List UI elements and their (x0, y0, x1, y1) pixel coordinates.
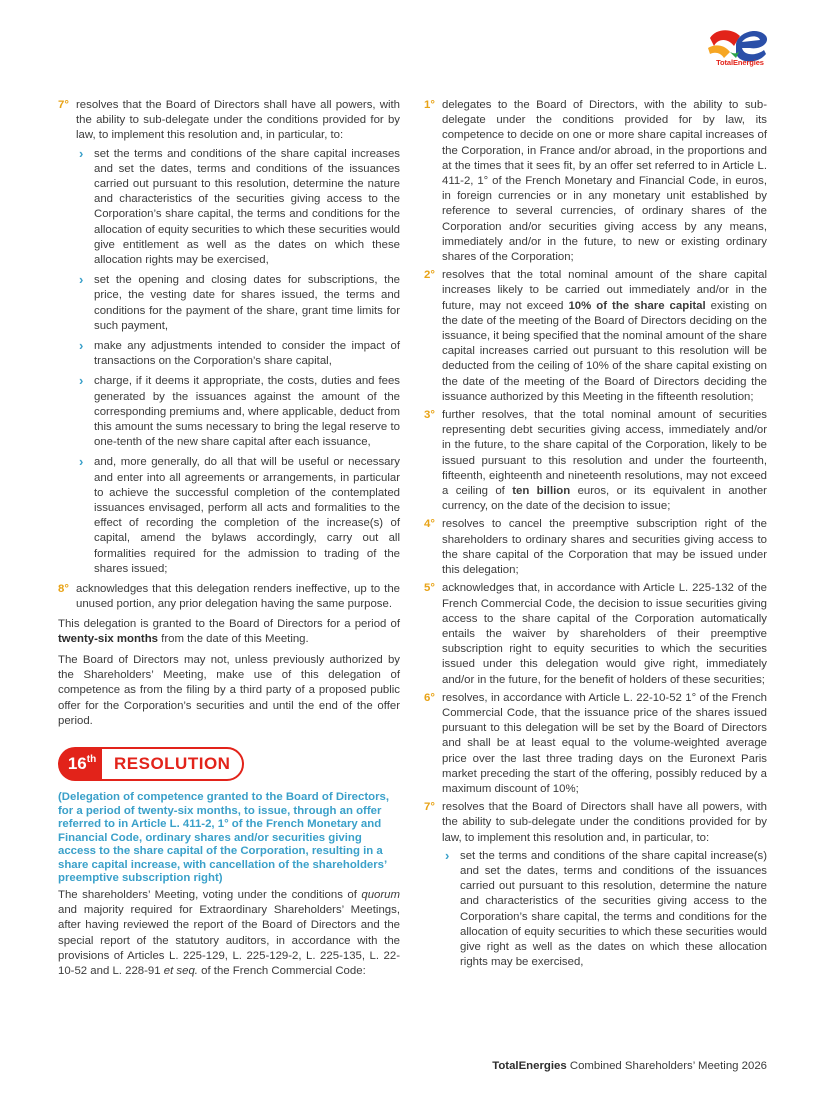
item-text: resolves to cancel the preemptive subscription right of the shareholders to ordinary shares and securities giving access to the share capital of the Corporation that may be issued under this delegation; (442, 518, 767, 577)
right-item-1 (424, 98, 767, 265)
footer-brand: TotalEnergies (492, 1060, 567, 1072)
body-text: of the French Commercial Code: (197, 965, 366, 978)
list-item (76, 455, 400, 577)
right-item-7 (424, 800, 767, 970)
logo-text: TotalEnergies (716, 58, 764, 67)
chevron-right-icon: › (445, 847, 450, 863)
body-italic: et seq. (163, 965, 198, 978)
paragraph-text: from the date of this Meeting. (158, 632, 309, 645)
item-text: resolves that the total nominal amount of the share capital increases likely to be carried out immediately and/or in the future, may not exceed (442, 269, 767, 312)
chevron-right-icon: › (79, 338, 84, 354)
resolution-title: (Delegation of competence granted to the Board of Directors, for a period of twenty-six months, to issue, through an offer referred to in Article L. 411-2, 1° of the French Monetary and Financial Code, ordinary shares and/or securities giving access to the share capital of the Corporation, resulting in a share capital increase, with cancellation of the shareholders’ preemptive subscription right) (58, 790, 390, 885)
bullet-text: set the terms and conditions of the share capital increases and set the dates, terms and conditions of the issuances carried out pursuant to this resolution, determine the nature and characteristics of the securities giving access to the Corporation’s share capital, the terms and conditions for the allocation of equity securities to which these securities would give entitlement as well as the dates on which these allocation rights may be exercised, (94, 147, 400, 267)
bullet-list (442, 849, 767, 971)
item-bold: 10% of the share capital (568, 299, 706, 312)
bullet-list (76, 147, 400, 577)
footer-text: Combined Shareholders’ Meeting 2026 (566, 1060, 767, 1072)
bullet-text: charge, if it deems it appropriate, the costs, duties and fees generated by the issuances against the amount of the corresponding premiums and, where applicable, deduct from this amount the sums necessary to bring the legal reserve to one-tenth of the new share capital after each issuance, (94, 375, 400, 449)
chevron-right-icon: › (79, 145, 84, 161)
item-text: further resolves, that the total nominal amount of securities representing debt securities giving access, immediately and/or in the future, to the share capital of the Corporation, likely to be issued pursuant to this resolution and under the fourteenth, fifteenth, eighteenth and nineteenth resolutions, may not exceed a ceiling of (442, 409, 767, 498)
bullet-text: make any adjustments intended to consider the impact of transactions on the Corporation’s share capital, (94, 340, 400, 368)
item-number: 4° (424, 518, 435, 531)
item-text: euros, or its equivalent in another currency, on the date of the decision to issue; (442, 485, 767, 513)
right-item-2 (424, 268, 767, 405)
item-number: 2° (424, 269, 435, 282)
resolution-heading (58, 747, 400, 781)
item-number: 3° (424, 409, 435, 422)
chevron-right-icon: › (79, 373, 84, 389)
resolution-label: RESOLUTION (100, 747, 244, 781)
item-number: 5° (424, 582, 435, 595)
paragraph-bold: twenty-six months (58, 632, 158, 645)
item-text: existing on the date of the meeting of the Board of Directors deciding on the issuance, it being specified that the nominal amount of the share capital increases carried out pursuant to this resolution will be deducted from the ceiling of 10% of the share capital existing on the date of the meeting of the Board of Directors deciding the issuance authorized by this Meeting in the fifteenth resolution; (442, 299, 767, 403)
item-number: 1° (424, 99, 435, 111)
paragraph-text: This delegation is granted to the Board of Directors for a period of (58, 617, 400, 630)
item-text: resolves, in accordance with Article L. 22-10-52 1° of the French Commercial Code, that the issuance price of the shares issued pursuant to this delegation will be set by the Board of Directors and shall be at least equal to the volume-weighted average price over the last three trading days on the Euronext Paris market preceding the start of the offering, possibly reduced by a maximum discount of 10%; (442, 691, 767, 795)
item-number: 7° (58, 99, 69, 111)
bullet-text: set the terms and conditions of the share capital increase(s) and set the dates, terms and conditions of the issuances carried out pursuant to this resolution, determine the nature and characteristics of the securities giving access to the Corporation’s share capital, the terms and conditions for the allocation of equity securities to which these securities would give right as well as the dates on which these allocation rights may be exercised, (460, 849, 767, 969)
left-item-8 (58, 582, 400, 612)
body-text: The shareholders’ Meeting, voting under the conditions of (58, 889, 362, 902)
list-item (76, 339, 400, 369)
item-bold: ten billion (512, 485, 571, 498)
chevron-right-icon: › (79, 272, 84, 288)
item-text: acknowledges that, in accordance with Article L. 225-132 of the French Commercial Code, the decision to issue securities giving access to the share capital of the Corporation automatically entails the waiver by shareholders of their preemptive subscription right to equity securities to which the securities issued under this delegation would give right, immediately and/or in the future, for the benefit of holders of these securities; (442, 582, 767, 686)
body-text: and majority required for Extraordinary Shareholders’ Meetings, after having reviewed the report of the Board of Directors and the special report of the statutory auditors, in accordance with the provisions of Articles L. 225-129, L. 225-129-2, L. 225-135, L. 22-10-52 and L. 228-91 (58, 904, 400, 978)
left-column (58, 98, 400, 979)
item-text: delegates to the Board of Directors, with the ability to sub-delegate under the conditions provided for by law, its competence to decide on one or more share capital increases of the Corporation, in France and/or abroad, in the proportions and at the times that it sees fit, by an offer set referred to in Article L. 411-2, 1° of the French Monetary and Financial Code, in euros, in foreign currencies or in any monetary unit established by reference to several currencies, of ordinary shares of the Corporation and/or securities giving access by any means, immediately and/or in the future, to new or existing ordinary shares of the Corporation; (442, 99, 767, 264)
delegation-period-paragraph (58, 617, 400, 647)
list-item (76, 374, 400, 450)
item-number: 8° (58, 583, 69, 596)
resolution-number-suffix: th (86, 754, 97, 766)
item-number: 7° (424, 801, 435, 814)
item-text: acknowledges that this delegation renders ineffective, up to the unused portion, any prior delegation having the same purpose. (76, 583, 400, 611)
list-item (76, 273, 400, 334)
bullet-text: set the opening and closing dates for subscriptions, the price, the vesting date for shares issued, the terms and conditions for the payment of the share, grant time limits for such payment, (94, 274, 400, 332)
item-number: 6° (424, 691, 435, 704)
right-item-5 (424, 581, 767, 687)
page-footer (492, 1060, 767, 1072)
list-item (76, 147, 400, 269)
item-text: resolves that the Board of Directors shall have all powers, with the ability to sub-delegate under the conditions provided for by law, to implement this resolution and, in particular, to: (442, 801, 767, 844)
item-text: resolves that the Board of Directors shall have all powers, with the ability to sub-delegate under the conditions provided for by law, to implement this resolution and, in particular, to: (76, 99, 400, 142)
list-item (442, 849, 767, 971)
public-offer-paragraph: The Board of Directors may not, unless previously authorized by the Shareholders’ Meeting, make use of this delegation of competence as from the filing by a third party of a proposed public offer for the Corporation’s securities and until the end of the offer period. (58, 653, 400, 727)
bullet-text: and, more generally, do all that will be useful or necessary and enter into all agreements or arrangements, in particular to achieve the successful completion of the contemplated issuances envisaged, perform all acts and formalities to the effect of recording the completion of the increase(s) of capital, amend the bylaws accordingly, carry out all formalities required for the admission to trading of the shares issued; (94, 456, 400, 575)
resolution-body (58, 888, 400, 979)
right-item-6 (424, 691, 767, 797)
chevron-right-icon: › (79, 454, 84, 470)
body-italic: quorum (361, 889, 400, 902)
right-column (424, 98, 767, 975)
right-item-3 (424, 408, 767, 514)
resolution-number: 16 (67, 754, 87, 774)
right-item-4 (424, 517, 767, 578)
resolution-number-badge (58, 747, 102, 781)
left-item-7 (58, 98, 400, 577)
